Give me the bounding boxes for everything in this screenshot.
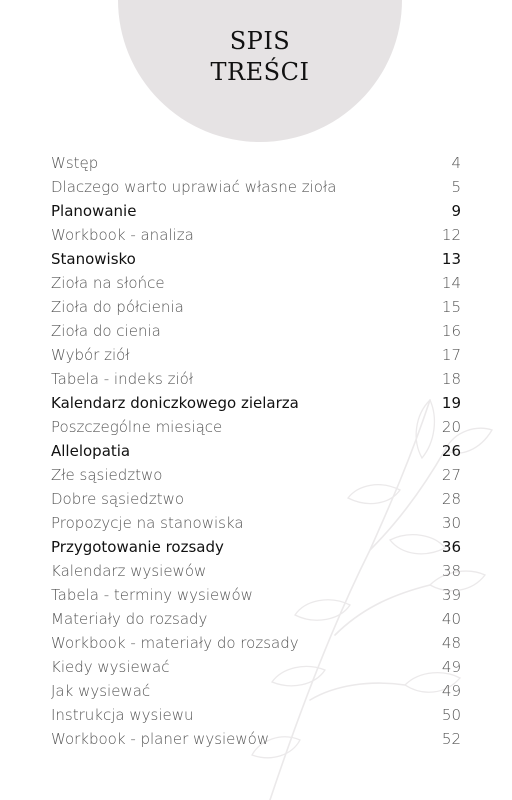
toc-entry[interactable] [51,559,461,583]
toc-entry[interactable] [51,535,461,559]
toc-entry-label: Kalendarz wysiewów [51,562,207,580]
toc-entry-page-number: 38 [441,562,461,580]
toc-entry[interactable] [51,415,461,439]
toc-entry-page-number: 48 [441,634,461,652]
toc-entry[interactable] [51,271,461,295]
toc-entry-page-number: 13 [441,250,461,268]
toc-entry[interactable] [51,487,461,511]
toc-entry[interactable] [51,703,461,727]
toc-entry-page-number: 39 [441,586,461,604]
toc-entry-label: Poszczególne miesiące [51,418,223,436]
toc-entry-label: Planowanie [51,202,137,220]
toc-entry[interactable] [51,175,461,199]
toc-entry-label: Kalendarz doniczkowego zielarza [51,394,299,412]
toc-entry-label: Workbook - planer wysiewów [51,730,270,748]
toc-entry-label: Przygotowanie rozsady [51,538,224,556]
toc-entry-label: Wybór ziół [51,346,130,364]
toc-entry-label: Allelopatia [51,442,131,460]
toc-entry-page-number: 5 [451,178,461,196]
toc-entry[interactable] [51,247,461,271]
toc-entry-label: Wstęp [51,154,99,172]
toc-entry[interactable] [51,511,461,535]
toc-entry-label: Złe sąsiedztwo [51,466,163,484]
toc-entry-page-number: 40 [441,610,461,628]
toc-entry-page-number: 4 [451,154,461,172]
toc-entry-page-number: 14 [441,274,461,292]
toc-entry[interactable] [51,367,461,391]
toc-entry-label: Workbook - analiza [51,226,194,244]
toc-entry-label: Dobre sąsiedztwo [51,490,185,508]
toc-entry-label: Dlaczego warto uprawiać własne zioła [51,178,337,196]
toc-entry-label: Propozycje na stanowiska [51,514,244,532]
toc-entry-label: Tabela - terminy wysiewów [51,586,253,604]
toc-entry-page-number: 19 [441,394,461,412]
page-title [118,26,402,88]
toc-entry-page-number: 17 [441,346,461,364]
toc-entry-label: Workbook - materiały do rozsady [51,634,299,652]
toc-entry-label: Kiedy wysiewać [51,658,170,676]
toc-entry[interactable] [51,295,461,319]
toc-entry[interactable] [51,199,461,223]
title-line-2: TREŚCI [210,58,310,86]
title-line-1: SPIS [229,27,291,55]
toc-entry-page-number: 49 [441,658,461,676]
toc-entry[interactable] [51,727,461,751]
toc-entry-label: Zioła do cienia [51,322,161,340]
toc-entry-page-number: 52 [441,730,461,748]
toc-entry-page-number: 30 [441,514,461,532]
toc-entry-page-number: 36 [441,538,461,556]
toc-entry-page-number: 49 [441,682,461,700]
toc-entry[interactable] [51,655,461,679]
toc-entry-page-number: 9 [451,202,461,220]
toc-entry-label: Zioła na słońce [51,274,165,292]
table-of-contents [51,151,461,751]
toc-entry-page-number: 12 [441,226,461,244]
toc-entry-page-number: 50 [441,706,461,724]
toc-entry[interactable] [51,151,461,175]
toc-entry[interactable] [51,679,461,703]
toc-entry-page-number: 20 [441,418,461,436]
toc-entry-label: Materiały do rozsady [51,610,208,628]
toc-entry-page-number: 28 [441,490,461,508]
toc-entry-label: Jak wysiewać [51,682,151,700]
toc-entry-page-number: 16 [441,322,461,340]
toc-entry-page-number: 18 [441,370,461,388]
toc-entry[interactable] [51,631,461,655]
toc-entry-label: Stanowisko [51,250,136,268]
toc-entry-label: Tabela - indeks ziół [51,370,194,388]
toc-entry[interactable] [51,319,461,343]
toc-entry-label: Instrukcja wysiewu [51,706,194,724]
toc-entry[interactable] [51,439,461,463]
toc-entry-page-number: 27 [441,466,461,484]
toc-entry-page-number: 26 [441,442,461,460]
toc-entry[interactable] [51,463,461,487]
toc-entry[interactable] [51,223,461,247]
toc-entry-page-number: 15 [441,298,461,316]
toc-entry[interactable] [51,391,461,415]
toc-entry[interactable] [51,607,461,631]
toc-entry[interactable] [51,343,461,367]
toc-entry-label: Zioła do półcienia [51,298,184,316]
toc-entry[interactable] [51,583,461,607]
